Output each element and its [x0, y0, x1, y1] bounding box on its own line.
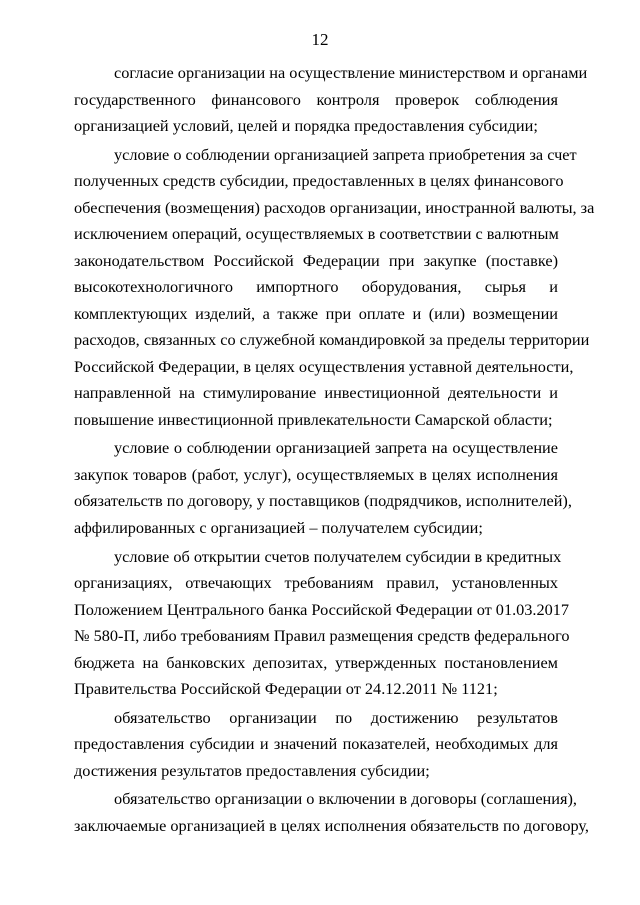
- text-line: аффилированных с организацией – получателем субсидии;: [74, 517, 483, 537]
- document-body: [74, 60, 595, 839]
- text-line: организацией условий, целей и порядка предоставления субсидии;: [74, 116, 538, 135]
- text-line: расходов, связанных со служебной командировкой за пределы территории: [74, 330, 590, 350]
- paragraph: [74, 435, 572, 541]
- text-line: Правительства Российской Федерации от 24.12.2011 № 1121;: [74, 679, 498, 699]
- paragraph: [74, 786, 589, 839]
- text-line: государственного финансового контроля проверок соблюдения: [74, 89, 558, 109]
- text-line: повышение инвестиционной привлекательности Самарской области;: [74, 409, 553, 429]
- text-line: Российской Федерации, в целях осуществления уставной деятельности,: [74, 356, 574, 376]
- text-line: условие о соблюдении организацией запрета приобретения за счет: [114, 144, 577, 164]
- paragraph: [74, 60, 588, 140]
- text-line: закупок товаров (работ, услуг), осуществляемых в целях исполнения: [74, 464, 558, 484]
- paragraph: [74, 705, 558, 785]
- text-line: условие о соблюдении организацией запрета на осуществление: [114, 438, 558, 458]
- text-line: организациях, отвечающих требованиям правил, установленных: [74, 573, 558, 593]
- text-line: Положением Центрального банка Российской Федерации от 01.03.2017: [74, 599, 570, 619]
- text-line: заключаемые организацией в целях исполнения обязательств по договору,: [74, 815, 589, 835]
- text-line: обязательств по договору, у поставщиков (подрядчиков, исполнителей),: [74, 491, 572, 511]
- text-line: обязательство организации по достижению результатов: [114, 707, 558, 727]
- text-line: предоставления субсидии и значений показателей, необходимых для: [74, 734, 558, 754]
- text-line: комплектующих изделий, а также при оплате и (или) возмещении: [74, 303, 558, 323]
- text-line: бюджета на банковских депозитах, утвержденных постановлением: [74, 652, 558, 672]
- paragraph: [74, 142, 595, 434]
- text-line: направленной на стимулирование инвестиционной деятельности и: [74, 383, 558, 403]
- text-line: обязательство организации о включении в договоры (соглашения),: [114, 789, 577, 809]
- text-line: высокотехнологичного импортного оборудования, сырья и: [74, 277, 558, 297]
- text-line: полученных средств субсидии, предоставленных в целях финансового: [74, 171, 564, 191]
- text-line: обеспечения (возмещения) расходов организации, иностранной валюты, за: [74, 197, 595, 217]
- text-line: достижения результатов предоставления субсидии;: [74, 760, 430, 780]
- paragraph: [74, 544, 570, 703]
- page-number: 12: [311, 30, 329, 49]
- text-line: законодательством Российской Федерации при закупке (поставке): [74, 250, 558, 270]
- text-line: № 580-П, либо требованиям Правил размещения средств федерального: [74, 626, 570, 646]
- text-line: согласие организации на осуществление министерством и органами: [114, 63, 588, 82]
- text-line: условие об открытии счетов получателем субсидии в кредитных: [114, 546, 562, 566]
- text-line: исключением операций, осуществляемых в соответствии с валютным: [74, 224, 559, 244]
